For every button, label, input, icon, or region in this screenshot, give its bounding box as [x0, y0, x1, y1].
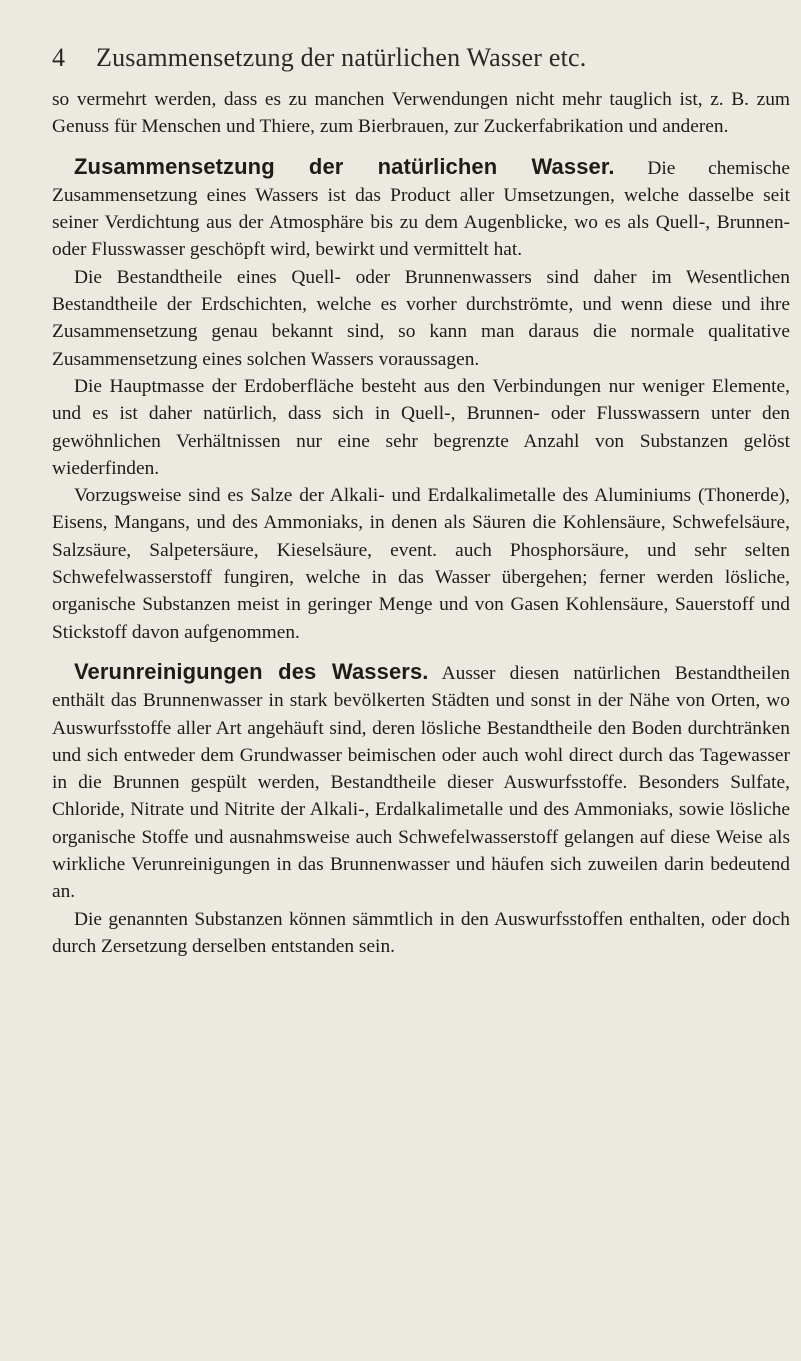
paragraph-continuation: so vermehrt werden, dass es zu manchen Verwendungen nicht mehr tauglich ist, z. B. zum Genuss für Menschen und Thiere, zum Bierbrauen, zur Zuckerfabrikation und anderen. [52, 89, 790, 138]
section-heading-verunreinigungen: Verunreinigungen des Wassers. [74, 658, 429, 684]
section-zusammensetzung [52, 153, 790, 264]
page-number: 4 [52, 43, 65, 72]
section-intro-text: Die chemische Zusammensetzung eines Wassers ist das Product aller Umsetzungen, welche dasselbe seit seiner Verdichtung aus der Atmosphäre bis zu dem Augenblicke, wo es als Quell-, Brunnen- oder Flusswasser geschöpft wird, bewirkt und vermittelt hat. [52, 157, 790, 261]
section-verunreinigungen-text: Ausser diesen natürlichen Bestandtheilen enthält das Brunnenwasser in stark bevölkerten Städten und sonst in der Nähe von Orten, wo Auswurfsstoffe aller Art angehäuft sind, deren lösliche Bestandtheile den Boden durchtränken und sich entweder dem Grundwasser beimischen oder auch wohl direct durch das Tagewasser in die Brunnen gespült werden, Bestandtheile dieser Auswurfsstoffe. Besonders Sulfate, Chloride, Nitrate und Nitrite der Alkali-, Erdalkalimetalle und des Ammoniaks, sowie lösliche organische Stoffe und ausnahmsweise auch Schwefelwasserstoff gelangen auf diese Weise als wirkliche Verunreinigungen in das Brunnenwasser und häufen sich zuweilen darin bedeutend an. [52, 662, 790, 903]
paragraph-vorzugsweise: Vorzugsweise sind es Salze der Alkali- und Erdalkalimetalle des Aluminiums (Thonerde), Eisens, Mangans, und des Ammoniaks, in denen als Säuren die Kohlensäure, Schwefelsäure, Salzsäure, Salpetersäure, Kieselsäure, event. auch Phosphorsäure, und sehr selten Schwefelwasserstoff fungiren, welche in das Wasser übergehen; ferner werden lösliche, organische Substanzen meist in geringer Menge und von Gasen Kohlensäure, Sauerstoff und Stickstoff davon aufgenommen. [52, 485, 790, 643]
section-heading-zusammensetzung: Zusammensetzung der natürlichen Wasser. [74, 153, 615, 179]
section-verunreinigungen [52, 658, 790, 906]
paragraph-bestandtheile: Die Bestandtheile eines Quell- oder Brunnenwassers sind daher im Wesentlichen Bestandtheile der Erdschichten, welche es vorher durchströmte, und wenn diese und ihre Zusammensetzung genau bekannt sind, so kann man daraus die normale qualitative Zusammensetzung eines solchen Wassers voraussagen. [52, 266, 790, 370]
paragraph-genannten-substanzen: Die genannten Substanzen können sämmtlich in den Auswurfsstoffen enthalten, oder doch durch Zersetzung derselben entstanden sein. [52, 908, 790, 957]
running-head [52, 38, 782, 78]
running-title: Zusammensetzung der natürlichen Wasser etc. [96, 43, 587, 72]
paragraph-hauptmasse: Die Hauptmasse der Erdoberfläche besteht aus den Verbindungen nur weniger Elemente, und es ist daher natürlich, dass sich in Quell-, Brunnen- oder Flusswassern unter den gewöhnlichen Verhältnissen nur eine sehr begrenzte Anzahl von Substanzen gelöst wiederfinden. [52, 375, 790, 479]
page-body [52, 86, 790, 960]
